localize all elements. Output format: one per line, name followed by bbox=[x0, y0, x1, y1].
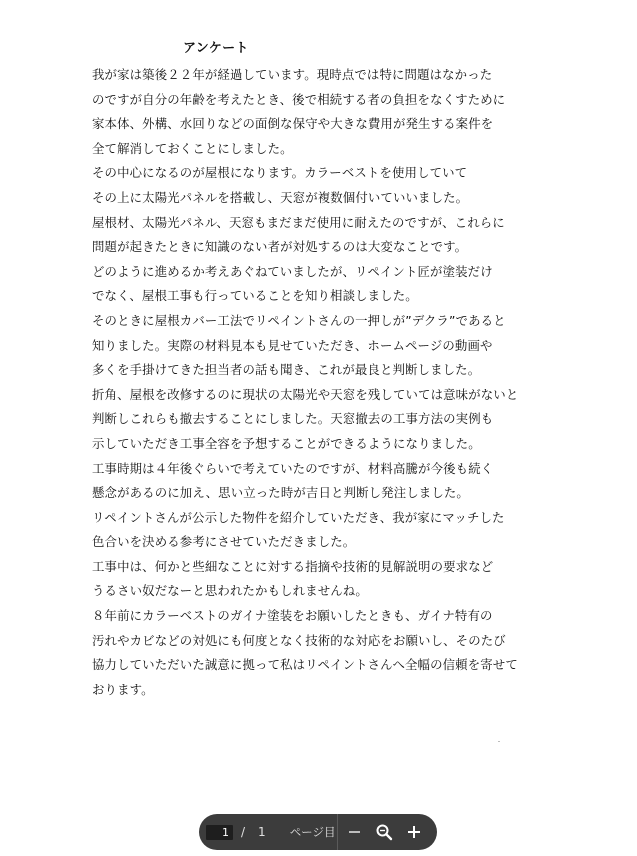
page-fit-label[interactable]: ページ目 bbox=[289, 825, 336, 839]
body-line: 家本体、外構、水回りなどの面倒な保守や大きな費用が発生する案件を bbox=[92, 116, 494, 132]
body-line: うるさい奴だなーと思われたかもしれませんね。 bbox=[92, 583, 368, 599]
body-line: 色合いを決める参考にさせていただきました。 bbox=[92, 534, 356, 550]
body-line: でなく、屋根工事も行っていることを知り相談しました。 bbox=[92, 288, 418, 304]
scan-speck bbox=[498, 741, 500, 742]
body-line: 問題が起きたときに知識のない者が対処するのは大変なことです。 bbox=[92, 239, 468, 255]
body-line: のですが自分の年齢を考えたとき、後で相続する者の負担をなくすために bbox=[92, 91, 506, 107]
body-line: 多くを手掛けてきた担当者の話も聞き、これが最良と判断しました。 bbox=[92, 362, 481, 378]
body-line: 汚れやカビなどの対処にも何度となく技術的な対応をお願いし、そのたび bbox=[92, 632, 506, 648]
body-line: 判断しこれらも撤去することにしました。天窓撤去の工事方法の実例も bbox=[92, 411, 494, 427]
body-line: 我が家は築後２２年が経過しています。現時点では特に問題はなかった bbox=[92, 67, 493, 82]
body-line: リペイントさんが公示した物件を紹介していただき、我が家にマッチした bbox=[92, 509, 505, 525]
body-line: 折角、屋根を改修するのに現状の太陽光や天窓を残していては意味がないと bbox=[92, 386, 519, 402]
body-line: 懸念があるのに加え、思い立った時が吉日と判断し発注しました。 bbox=[92, 485, 469, 501]
magnifier-icon[interactable] bbox=[375, 823, 393, 841]
body-line: おります。 bbox=[92, 681, 154, 697]
body-line: その上に太陽光パネルを搭載し、天窓が複数個付いていいました。 bbox=[92, 189, 469, 205]
body-line: 工事時期は４年後ぐらいで考えていたのですが、材料高騰が今後も続く bbox=[92, 460, 494, 476]
body-line: そのときに屋根カバー工法でリペイントさんの一押しが”デクラ”であると bbox=[92, 312, 506, 328]
pdf-viewer-toolbar bbox=[199, 814, 437, 850]
body-line: どのように進めるか考えあぐねていましたが、リペイント匠が塗装だけ bbox=[92, 263, 493, 279]
page-separator: / bbox=[241, 825, 246, 839]
body-line: 工事中は、何かと些細なことに対する指摘や技術的見解説明の要求など bbox=[92, 558, 494, 574]
body-line: 屋根材、太陽光パネル、天窓もまだまだ使用に耐えたのですが、これらに bbox=[92, 214, 505, 230]
body-line: 全て解消しておくことにしました。 bbox=[92, 140, 293, 156]
body-line: 協力していただいた誠意に拠って私はリペイントさんへ全幅の信頼を寄せて bbox=[92, 657, 518, 673]
body-line: 示していただき工事全容を予想することができるようになりました。 bbox=[92, 435, 481, 451]
minus-icon[interactable] bbox=[349, 831, 360, 833]
body-line: 知りました。実際の材料見本も見せていただき、ホームページの動画や bbox=[92, 337, 493, 353]
body-line: その中心になるのが屋根になります。カラーベストを使用していて bbox=[92, 165, 468, 181]
document-title: アンケート bbox=[183, 41, 249, 56]
total-pages: 1 bbox=[258, 825, 266, 839]
document-body bbox=[92, 63, 542, 702]
page-number-input[interactable]: 1 bbox=[206, 825, 233, 840]
plus-icon[interactable] bbox=[407, 825, 421, 839]
body-line: ８年前にカラーベストのガイナ塗装をお願いしたときも、ガイナ特有の bbox=[92, 608, 493, 624]
toolbar-divider bbox=[337, 814, 338, 850]
